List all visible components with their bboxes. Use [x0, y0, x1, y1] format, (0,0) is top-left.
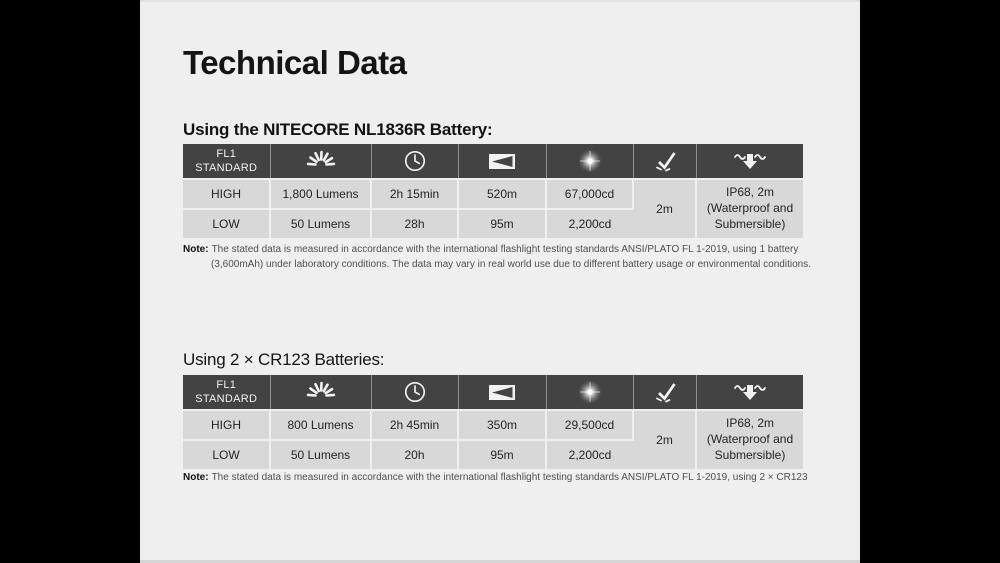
note-1	[183, 242, 833, 272]
impact-resistance-cell: 2m	[633, 410, 696, 469]
intensity-cell: 2,200cd	[546, 440, 633, 469]
distance-cell: 95m	[458, 440, 546, 469]
brightness-cell: 50 Lumens	[270, 209, 371, 238]
waterproof-column-header	[696, 375, 803, 410]
beam-intensity-column-header	[546, 375, 633, 410]
table-row	[183, 179, 803, 209]
table-row	[183, 410, 803, 440]
impact-resistance-column-header	[633, 144, 696, 179]
intensity-cell: 2,200cd	[546, 209, 633, 238]
beam-distance-column-header	[458, 144, 546, 179]
level-cell: LOW	[183, 440, 270, 469]
waterproof-line: IP68, 2m	[725, 185, 775, 200]
left-letterbox	[0, 0, 140, 563]
waterproof-icon	[731, 379, 769, 405]
runtime-icon	[403, 149, 427, 173]
impact-resistance-icon	[651, 148, 679, 174]
beam-distance-icon	[485, 149, 519, 173]
fl1-table-nl1836r	[183, 144, 803, 238]
impact-resistance-icon	[651, 379, 679, 405]
fl1-standard-header	[183, 375, 270, 410]
fl1-label-line1: FL1	[216, 378, 237, 391]
impact-resistance-column-header	[633, 375, 696, 410]
level-cell: HIGH	[183, 410, 270, 440]
waterproof-column-header	[696, 144, 803, 179]
brightness-cell: 1,800 Lumens	[270, 179, 371, 209]
level-cell: LOW	[183, 209, 270, 238]
waterproof-icon	[731, 148, 769, 174]
waterproof-line: (Waterproof and	[706, 432, 794, 447]
distance-cell: 350m	[458, 410, 546, 440]
beam-intensity-icon	[577, 148, 603, 174]
brightness-cell: 800 Lumens	[270, 410, 371, 440]
section-2-heading: Using 2 × CR123 Batteries:	[183, 350, 385, 369]
note-label: Note:	[183, 472, 209, 483]
runtime-cell: 2h 15min	[371, 179, 458, 209]
fl1-label-line2: STANDARD	[195, 162, 258, 174]
runtime-column-header	[371, 144, 458, 179]
waterproof-cell	[696, 179, 803, 238]
note-label: Note:	[183, 244, 209, 255]
waterproof-cell	[696, 410, 803, 469]
beam-intensity-column-header	[546, 144, 633, 179]
table-header-row	[183, 144, 803, 179]
waterproof-line: Submersible)	[714, 447, 786, 462]
impact-resistance-cell: 2m	[633, 179, 696, 238]
content-area	[140, 0, 860, 563]
runtime-cell: 28h	[371, 209, 458, 238]
brightness-column-header	[270, 144, 371, 179]
fl1-label-line1: FL1	[216, 147, 237, 160]
section-1-heading: Using the NITECORE NL1836R Battery:	[183, 120, 493, 139]
right-letterbox	[860, 0, 1000, 563]
brightness-column-header	[270, 375, 371, 410]
beam-distance-icon	[485, 380, 519, 404]
intensity-cell: 29,500cd	[546, 410, 633, 440]
beam-intensity-icon	[577, 379, 603, 405]
waterproof-line: (Waterproof and	[706, 201, 794, 216]
note-text: The stated data is measured in accordance with the international flashlight testing standards ANSI/PLATO FL 1-2019, using 2 × CR123	[211, 472, 808, 483]
runtime-cell: 20h	[371, 440, 458, 469]
intensity-cell: 67,000cd	[546, 179, 633, 209]
runtime-column-header	[371, 375, 458, 410]
level-cell: HIGH	[183, 179, 270, 209]
runtime-cell: 2h 45min	[371, 410, 458, 440]
fl1-table-cr123	[183, 375, 803, 469]
note-2	[183, 470, 833, 485]
table-header-row	[183, 375, 803, 410]
fl1-standard-header	[183, 144, 270, 179]
page-title: Technical Data	[183, 44, 407, 81]
brightness-icon	[304, 379, 338, 405]
beam-distance-column-header	[458, 375, 546, 410]
brightness-icon	[304, 148, 338, 174]
fl1-label-line2: STANDARD	[195, 393, 258, 405]
runtime-icon	[403, 380, 427, 404]
waterproof-line: IP68, 2m	[725, 416, 775, 431]
note-text: The stated data is measured in accordance with the international flashlight testing standards ANSI/PLATO FL 1-2019, using 1 battery (3,600mAh) under laboratory conditions. The data may vary in real world use due to different battery usage or environmental conditions.	[211, 244, 811, 270]
distance-cell: 520m	[458, 179, 546, 209]
distance-cell: 95m	[458, 209, 546, 238]
waterproof-line: Submersible)	[714, 216, 786, 231]
brightness-cell: 50 Lumens	[270, 440, 371, 469]
